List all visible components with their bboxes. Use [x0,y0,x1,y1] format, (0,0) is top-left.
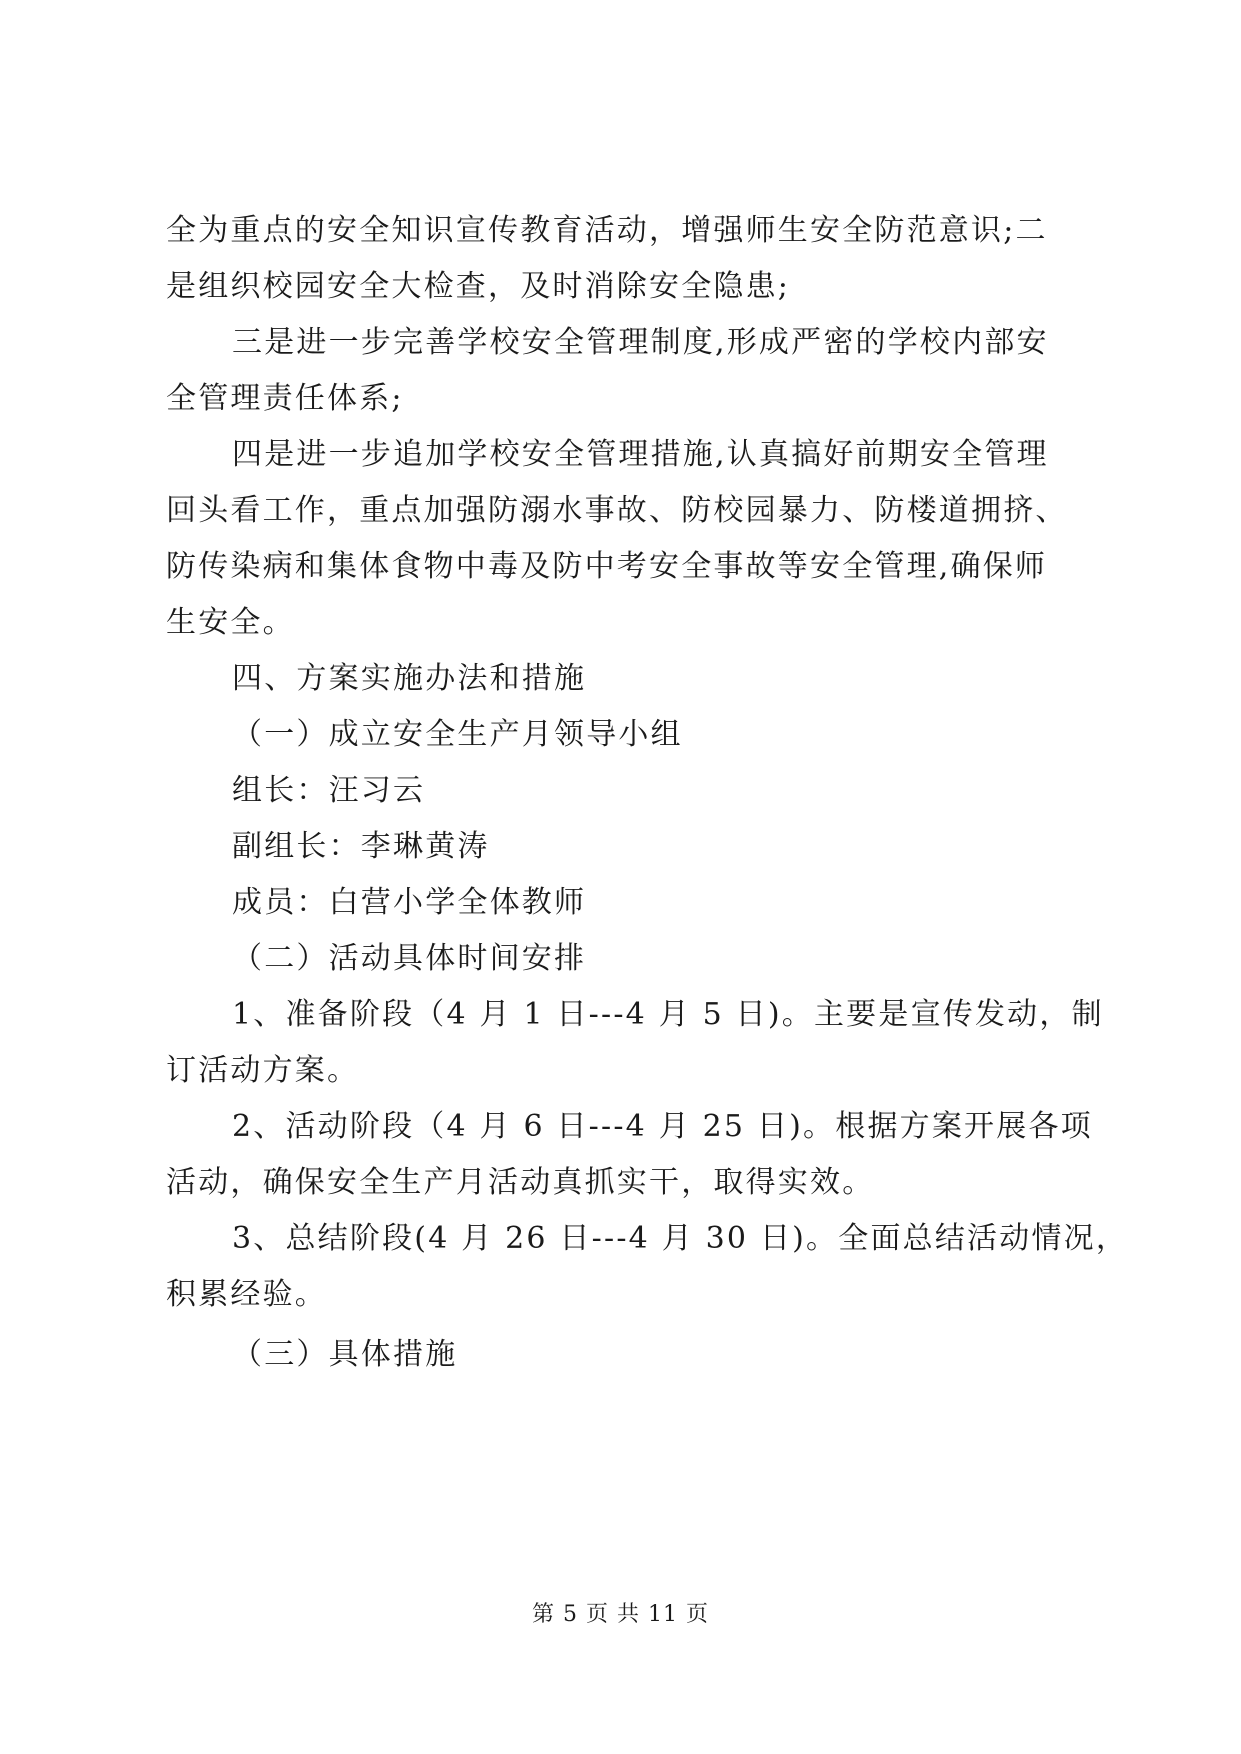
paragraph-line: 防传染病和集体食物中毒及防中考安全事故等安全管理,确保师 [166,549,1048,584]
paragraph-line: 全为重点的安全知识宣传教育活动，增强师生安全防范意识;二 [166,213,1048,248]
paragraph-line: 1、准备阶段（4 月 1 日---4 月 5 日)。主要是宣传发动，制 [232,997,1104,1032]
paragraph-line: 是组织校园安全大检查，及时消除安全隐患; [166,269,791,304]
paragraph-line: 2、活动阶段（4 月 6 日---4 月 25 日)。根据方案开展各项 [232,1109,1093,1144]
subsection-heading: （一）成立安全生产月领导小组 [232,717,683,752]
paragraph-line: 生安全。 [166,605,295,640]
leader-line: 组长：汪习云 [232,773,426,808]
page-number-footer: 第 5 页 共 11 页 [532,1602,709,1627]
paragraph-line: 订活动方案。 [166,1053,360,1088]
paragraph-line: 三是进一步完善学校安全管理制度,形成严密的学校内部安 [232,325,1049,360]
members-line: 成员：白营小学全体教师 [232,885,587,920]
paragraph-line: 全管理责任体系; [166,381,404,416]
paragraph-line: 积累经验。 [166,1277,327,1312]
subsection-heading: （三）具体措施 [232,1337,458,1372]
paragraph-line: 回头看工作，重点加强防溺水事故、防校园暴力、防楼道拥挤、 [166,493,1068,528]
subsection-heading: （二）活动具体时间安排 [232,941,587,976]
paragraph-line: 活动，确保安全生产月活动真抓实干，取得实效。 [166,1165,875,1200]
paragraph-line: 四是进一步追加学校安全管理措施,认真搞好前期安全管理 [232,437,1049,472]
section-heading: 四、方案实施办法和措施 [232,661,587,696]
paragraph-line: 3、总结阶段(4 月 26 日---4 月 30 日)。全面总结活动情况， [232,1221,1129,1256]
deputy-leader-line: 副组长：李琳黄涛 [232,829,490,864]
